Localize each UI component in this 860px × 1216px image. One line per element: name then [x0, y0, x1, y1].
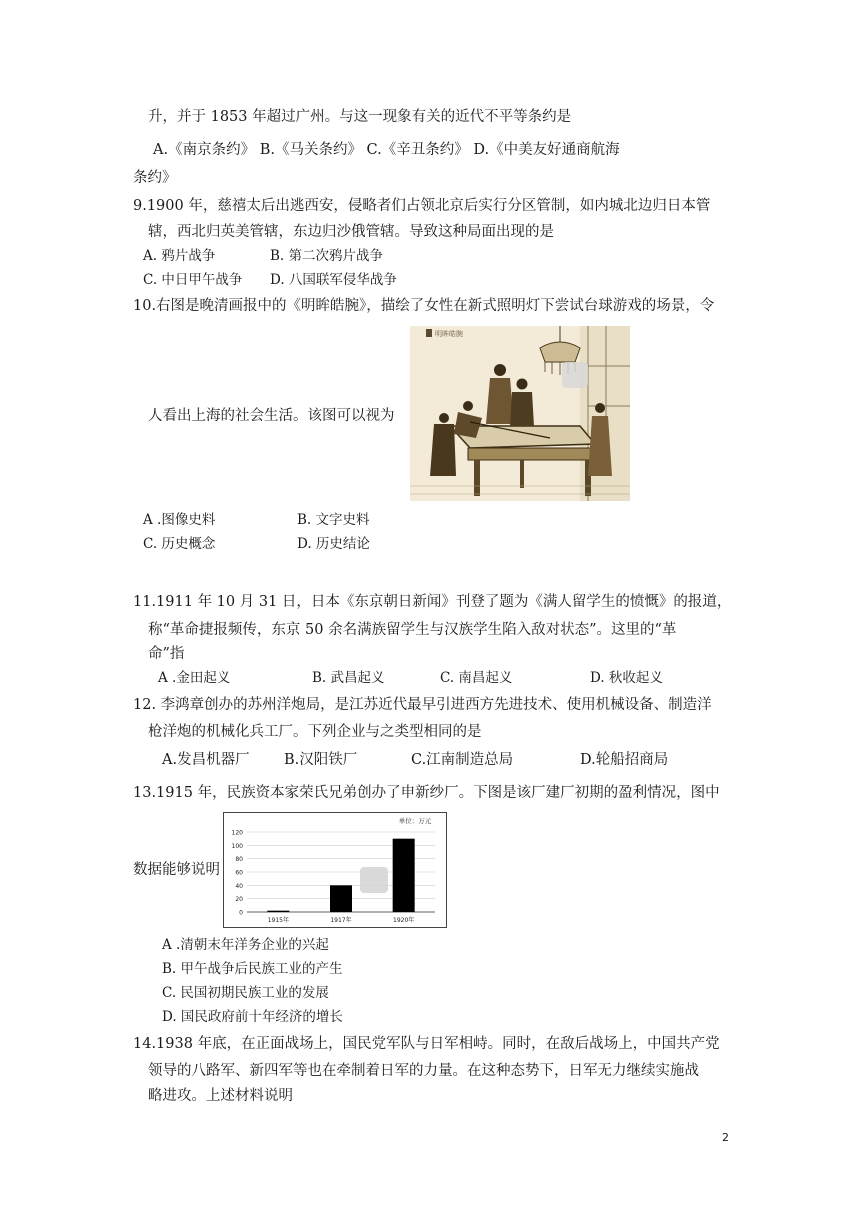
q9-option-a: A. 鸦片战争: [143, 248, 216, 264]
q12-option-d: D.轮船招商局: [580, 752, 669, 768]
q10-option-a: A .图像史料: [143, 512, 216, 528]
y-tick-label: 120: [231, 829, 243, 837]
y-tick-label: 20: [235, 896, 243, 904]
q10-stem: 10.右图是晚清画报中的《明眸皓腕》，描绘了女性在新式照明灯下尝试台球游戏的场景，令: [133, 298, 715, 314]
q12-stem-2: 枪洋炮的机械化兵工厂。下列企业与之类型相同的是: [148, 724, 482, 740]
q12-stem: 12. 李鸿章创办的苏州洋炮局，是江苏近代最早引进西方先进技术、使用机械设备、制造洋: [133, 697, 712, 713]
q11-stem-2: 称“革命捷报频传，东京 50 余名满族留学生与汉族学生陷入敌对状态”。这里的“革: [148, 622, 677, 638]
bar: [330, 885, 352, 912]
q12-option-b: B.汉阳铁厂: [284, 752, 358, 768]
q13-option-b: B. 甲午战争后民族工业的产生: [162, 961, 343, 977]
y-tick-label: 40: [235, 882, 243, 890]
q13-option-d: D. 国民政府前十年经济的增长: [162, 1009, 343, 1025]
q14-stem-3: 略进攻。上述材料说明: [148, 1088, 293, 1104]
svg-text:明眸皓腕: 明眸皓腕: [435, 330, 463, 338]
blur-overlay: [360, 867, 388, 893]
q13-stem-2: 数据能够说明: [133, 862, 220, 878]
q11-option-b: B. 武昌起义: [312, 670, 385, 686]
y-tick-label: 0: [239, 909, 243, 917]
q9-option-b: B. 第二次鸦片战争: [270, 248, 384, 264]
q9-stem-2: 辖，西北归英美管辖，东边归沙俄管辖。导致这种局面出现的是: [148, 224, 554, 240]
q9-option-d: D. 八国联军侵华战争: [270, 272, 397, 288]
q13-option-a: A .清朝末年洋务企业的兴起: [162, 937, 329, 953]
page-number: 2: [722, 1131, 729, 1144]
y-tick-label: 80: [235, 856, 243, 864]
y-tick-label: 60: [235, 869, 243, 877]
bar: [267, 911, 289, 912]
billiards-illustration: [410, 326, 630, 501]
q14-stem: 14.1938 年底，在正面战场上，国民党军队与日军相峙。同时，在敌后战场上，中国共产党: [133, 1036, 720, 1052]
x-tick-label: 1920年: [393, 917, 415, 924]
unit-label: 单位：万元: [398, 817, 432, 825]
q9-option-c: C. 中日甲午战争: [143, 272, 243, 288]
q13-option-c: C. 民国初期民族工业的发展: [162, 985, 329, 1001]
q12-option-c: C.江南制造总局: [411, 752, 514, 768]
q10-option-b: B. 文字史料: [297, 512, 370, 528]
illustration-caption-stamp: [426, 329, 463, 338]
q8-options: A.《南京条约》 B.《马关条约》 C.《辛丑条约》 D.《中美友好通商航海: [153, 142, 620, 158]
q11-stem-3: 命”指: [148, 646, 185, 662]
q13-stem: 13.1915 年，民族资本家荣氏兄弟创办了申新纱厂。下图是该厂建厂初期的盈利情况，图中: [133, 785, 720, 801]
q10-stem-2: 人看出上海的社会生活。该图可以视为: [148, 408, 395, 424]
q14-stem-2: 领导的八路军、新四军等也在牵制着日军的力量。在这种态势下，日军无力继续实施战: [148, 1063, 699, 1079]
q11-option-a: A .金田起义: [158, 670, 231, 686]
q8-options-tail: 条约》: [133, 170, 177, 186]
profit-bar-chart: [223, 812, 447, 928]
q10-option-c: C. 历史概念: [143, 536, 216, 552]
y-tick-label: 100: [231, 842, 243, 850]
q10-option-d: D. 历史结论: [297, 536, 370, 552]
bar: [393, 839, 415, 912]
q11-option-c: C. 南昌起义: [440, 670, 513, 686]
x-tick-label: 1915年: [267, 917, 289, 924]
q11-option-d: D. 秋收起义: [590, 670, 663, 686]
q11-stem: 11.1911 年 10 月 31 日，日本《东京朝日新闻》刊登了题为《满人留学生的愤慨》的报道，: [133, 594, 732, 610]
q9-stem: 9.1900 年，慈禧太后出逃西安，侵略者们占领北京后实行分区管制，如内城北边归日本管: [133, 198, 711, 214]
q12-option-a: A.发昌机器厂: [162, 752, 250, 768]
x-tick-label: 1917年: [330, 917, 352, 924]
q8-stem-tail: 升，并于 1853 年超过广州。与这一现象有关的近代不平等条约是: [148, 109, 572, 125]
